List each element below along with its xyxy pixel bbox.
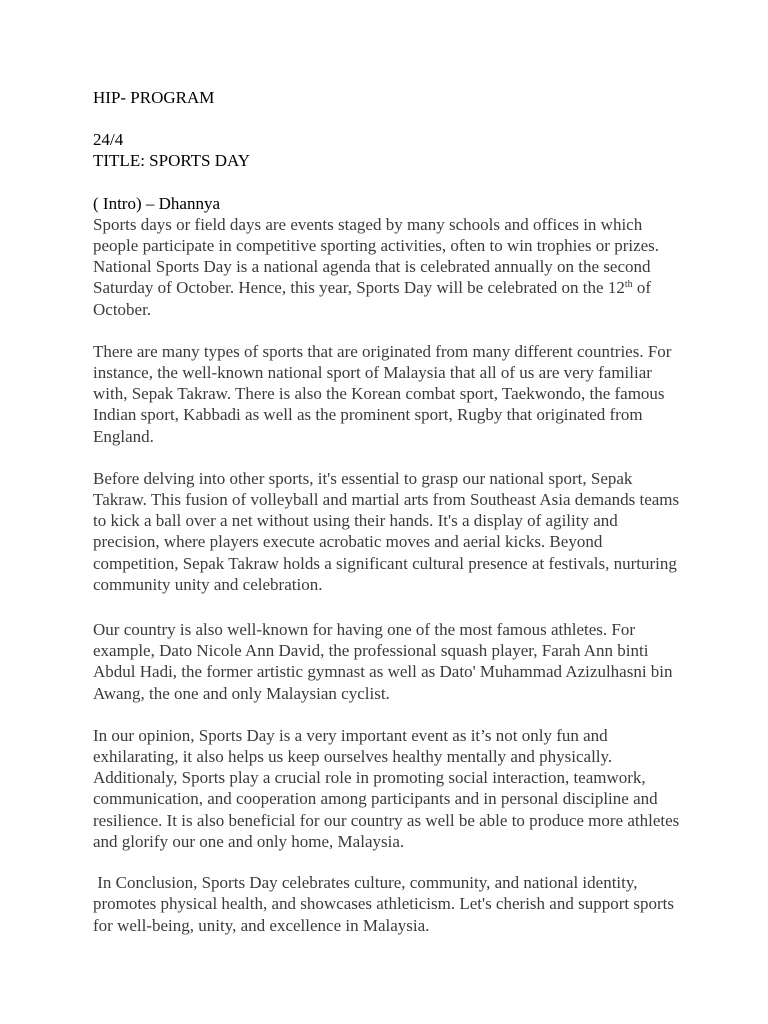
intro-text: Sports days or field days are events staged by many schools and offices in which people participate in competitive sporting activities, often to win trophies or prizes. National Sports Day is a national agenda that is celebrated annually on the second Saturday of October. Hence, this year, Sports Day will be celebrated on the 12 [93,214,660,298]
sports-types-paragraph: There are many types of sports that are originated from many different countries. For instance, the well-known national sport of Malaysia that all of us are very familiar with, Sepak Takraw. There is also the Korean combat sport, Taekwondo, the famous Indian sport, Kabbadi as well as the prominent sport, Rugby that originated from England. [93,341,672,446]
opinion-paragraph: In our opinion, Sports Day is a very important event as it’s not only fun and exhilarating, it also helps us keep ourselves healthy mentally and physically. Additionaly, Sports play a crucial role in promoting social interaction, teamwork, communication, and cooperation among participants and in personal discipline and resilience. It is also beneficial for our country as well be able to produce more athletes and glorify our one and only home, Malaysia. [93,725,680,851]
spacer [93,108,683,129]
sepak-takraw-paragraph: Before delving into other sports, it's essential to grasp our national sport, Sepak Takraw. This fusion of volleyball and martial arts from Southeast Asia demands teams to kick a ball over a net without using their hands. It's a display of agility and precision, where players execute acrobatic moves and aerial kicks. Beyond competition, Sepak Takraw holds a significant cultural presence at festivals, nurturing community unity and celebration. [93,468,680,594]
spacer [93,704,683,725]
intro-heading: ( Intro) – Dhannya [93,193,220,213]
program-heading: HIP- PROGRAM [93,88,215,107]
ordinal-suffix: th [624,279,633,291]
document-title: TITLE: SPORTS DAY [93,151,251,171]
spacer [93,447,683,468]
spacer [93,595,683,619]
spacer [93,172,683,193]
document-page [93,87,683,936]
intro-text-end: of October. [93,278,652,319]
spacer [93,852,683,872]
spacer [93,320,683,341]
conclusion-paragraph: In Conclusion, Sports Day celebrates culture, community, and national identity, promotes physical health, and showcases athleticism. Let's cherish and support sports for well-being, unity, and excellence in Malaysia. [93,873,679,935]
document-date: 24/4 [93,130,124,150]
intro-paragraph [93,214,683,320]
athletes-paragraph: Our country is also well-known for having one of the most famous athletes. For example, Dato Nicole Ann David, the professional squash player, Farah Ann binti Abdul Hadi, the former artistic gymnast as well as Dato' Muhammad Azizulhasni bin Awang, the one and only Malaysian cyclist. [93,620,673,703]
